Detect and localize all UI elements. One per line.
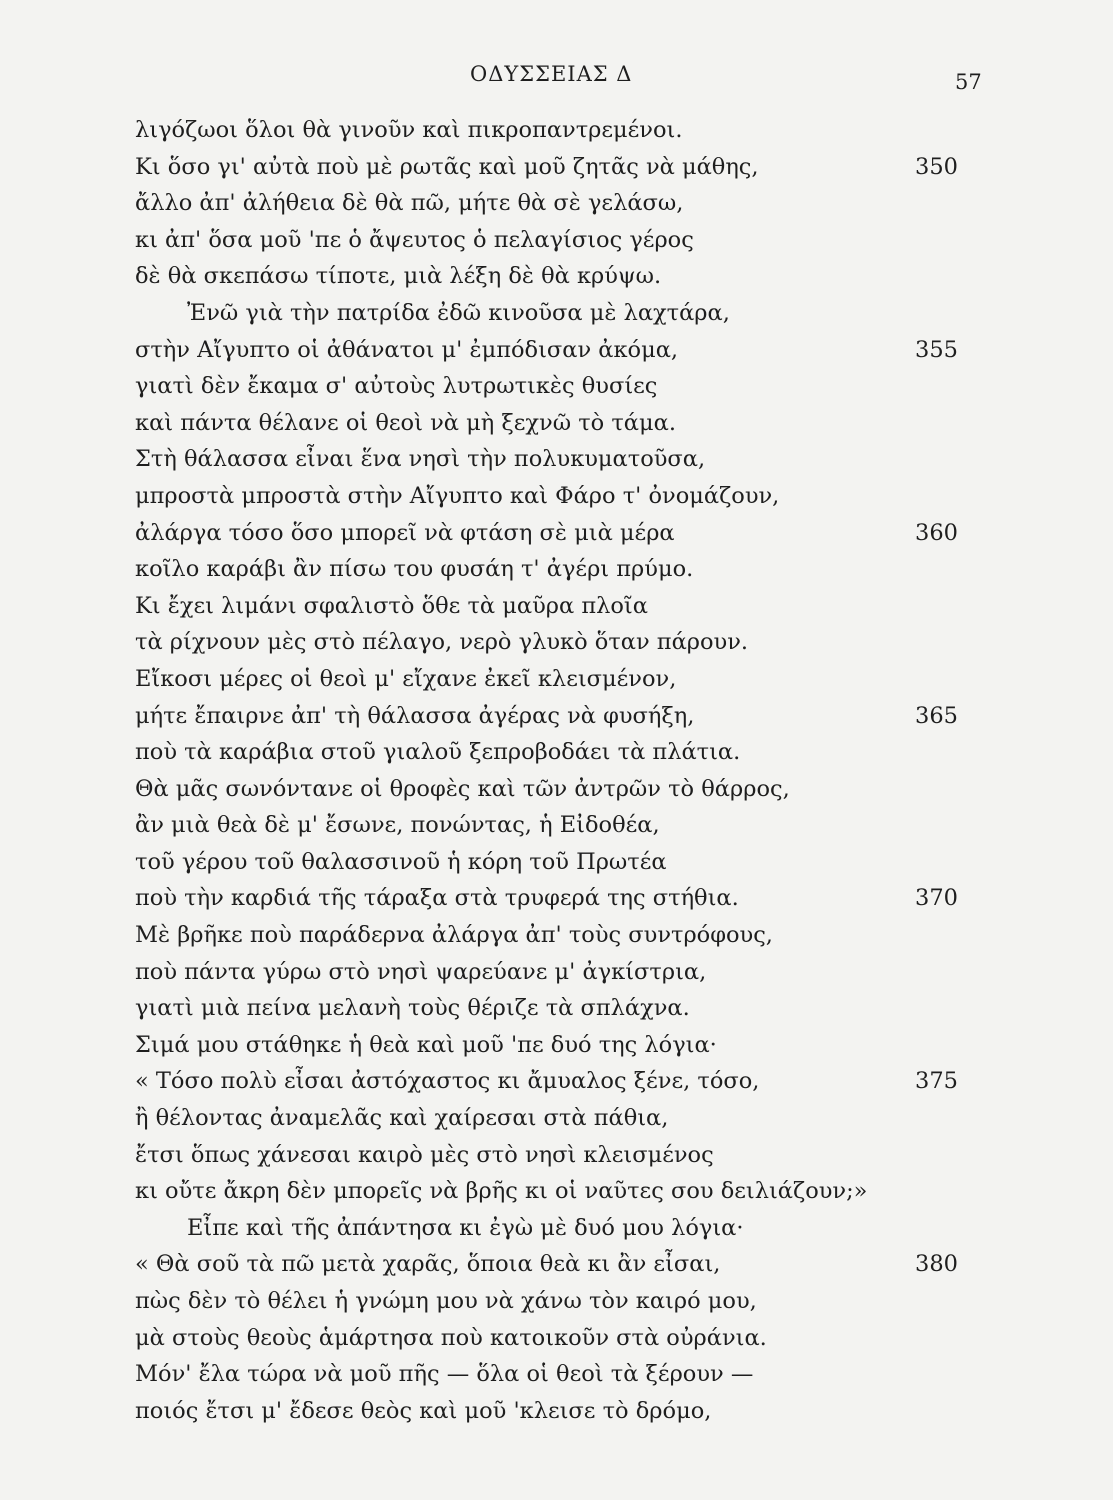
page-number: 57 [955,70,982,94]
line-number: 365 [915,702,958,729]
verse-line [135,1320,995,1357]
verse-line [135,1063,995,1100]
verse-text: πὼς δὲν τὸ θέλει ἡ γνώμη μου νὰ χάνω τὸν καιρό μου, [135,1288,757,1314]
verse-text: τοῦ γέρου τοῦ θαλασσινοῦ ἡ κόρη τοῦ Πρωτέα [135,848,667,875]
verse-line [135,807,995,844]
verse-text: ποὺ τὰ καράβια στοῦ γιαλοῦ ξεπροβοδάει τὰ πλάτια. [135,739,741,766]
verse-line [135,698,995,735]
verse-line [135,222,995,259]
verse-line [135,734,995,771]
verse-text: ποὺ τὴν καρδιά τῆς τάραξα στὰ τρυφερά της στήθια. [135,885,739,912]
verse-line [135,661,995,698]
verse-text: Μὲ βρῆκε ποὺ παράδερνα ἀλάργα ἀπ' τοὺς συντρόφους, [135,922,773,949]
verse-line [135,1137,995,1174]
verse-text: Ἐνῶ γιὰ τὴν πατρίδα ἐδῶ κινοῦσα μὲ λαχτάρα, [187,299,730,326]
verse-line [135,1100,995,1137]
verse-line [135,551,995,588]
verse-text: μπροστὰ μπροστὰ στὴν Αἴγυπτο καὶ Φάρο τ' ὀνομάζουν, [135,482,780,509]
verse-line [135,368,995,405]
line-number: 380 [915,1251,958,1278]
verse-text: Εἶπε καὶ τῆς ἀπάντησα κι ἐγὼ μὲ δυό μου λόγια· [187,1214,744,1241]
verse-line [135,258,995,295]
verse-line [135,515,995,552]
verse-line [135,880,995,917]
verse-text: τὰ ρίχνουν μὲς στὸ πέλαγο, νερὸ γλυκὸ ὅταν πάρουν. [135,629,749,656]
verse-line [135,1027,995,1064]
verse-block [135,112,995,1429]
line-number: 375 [915,1068,958,1095]
verse-line [135,624,995,661]
verse-text: ἄλλο ἀπ' ἀλήθεια δὲ θὰ πῶ, μήτε θὰ σὲ γελάσω, [135,190,684,217]
verse-text: γιατὶ μιὰ πείνα μελανὴ τοὺς θέριζε τὰ σπλάχνα. [135,995,690,1022]
verse-text: ἀλάργα τόσο ὅσο μπορεῖ νὰ φτάση σὲ μιὰ μέρα [135,519,675,546]
verse-line [135,844,995,881]
verse-line [135,990,995,1027]
verse-text: Θὰ μᾶς σωνόντανε οἱ θροφὲς καὶ τῶν ἀντρῶν τὸ θάρρος, [135,775,790,802]
line-number: 355 [915,336,958,363]
verse-text: Στὴ θάλασσα εἶναι ἕνα νησὶ τὴν πολυκυματοῦσα, [135,446,706,473]
verse-text: στὴν Αἴγυπτο οἱ ἀθάνατοι μ' ἐμπόδισαν ἀκόμα, [135,336,679,363]
verse-line [135,1246,995,1283]
verse-line [135,405,995,442]
line-number: 360 [915,519,958,546]
verse-line [135,185,995,222]
verse-text: μὰ στοὺς θεοὺς ἁμάρτησα ποὺ κατοικοῦν στὰ οὐράνια. [135,1324,767,1351]
verse-text: κοῖλο καράβι ἂν πίσω του φυσάη τ' ἀγέρι πρύμο. [135,556,694,583]
verse-text: ἢ θέλοντας ἀναμελᾶς καὶ χαίρεσαι στὰ πάθια, [135,1105,669,1132]
verse-line [135,954,995,991]
line-number: 350 [915,153,958,180]
verse-text: « Θὰ σοῦ τὰ πῶ μετὰ χαρᾶς, ὅποια θεὰ κι ἂν εἶσαι, [135,1251,721,1278]
verse-line [135,112,995,149]
verse-text: ἔτσι ὅπως χάνεσαι καιρὸ μὲς στὸ νησὶ κλεισμένος [135,1141,714,1168]
verse-text: Σιμά μου στάθηκε ἡ θεὰ καὶ μοῦ 'πε δυό της λόγια· [135,1031,717,1058]
verse-text: δὲ θὰ σκεπάσω τίποτε, μιὰ λέξη δὲ θὰ κρύψω. [135,263,662,290]
verse-line [135,1210,995,1247]
verse-text: λιγόζωοι ὅλοι θὰ γινοῦν καὶ πικροπαντρεμένοι. [135,117,683,143]
running-header: ΟΔΥΣΣΕΙΑΣ Δ [470,62,633,86]
verse-line [135,1283,995,1320]
verse-text: ἂν μιὰ θεὰ δὲ μ' ἔσωνε, πονώντας, ἡ Εἰδοθέα, [135,812,660,839]
verse-line [135,917,995,954]
verse-line [135,295,995,332]
verse-text: μήτε ἔπαιρνε ἀπ' τὴ θάλασσα ἀγέρας νὰ φυσήξη, [135,702,695,729]
verse-text: Κι ἔχει λιμάνι σφαλιστὸ ὅθε τὰ μαῦρα πλοῖα [135,592,648,619]
verse-text: ποὺ πάντα γύρω στὸ νησὶ ψαρεύανε μ' ἀγκίστρια, [135,958,707,985]
verse-text: Εἴκοσι μέρες οἱ θεοὶ μ' εἴχανε ἐκεῖ κλεισμένον, [135,665,677,692]
verse-text: γιατὶ δὲν ἔκαμα σ' αὐτοὺς λυτρωτικὲς θυσίες [135,373,658,400]
verse-line [135,441,995,478]
verse-text: Κι ὅσο γι' αὐτὰ ποὺ μὲ ρωτᾶς καὶ μοῦ ζητᾶς νὰ μάθης, [135,153,759,180]
verse-text: κι ἀπ' ὅσα μοῦ 'πε ὁ ἄψευτος ὁ πελαγίσιος γέρος [135,226,694,253]
verse-line [135,149,995,186]
verse-line [135,332,995,369]
verse-line [135,1173,995,1210]
verse-line [135,478,995,515]
verse-text: « Τόσο πολὺ εἶσαι ἀστόχαστος κι ἄμυαλος ξένε, τόσο, [135,1068,760,1095]
verse-text: ποιός ἔτσι μ' ἔδεσε θεὸς καὶ μοῦ 'κλεισε τὸ δρόμο, [135,1397,712,1424]
verse-line [135,771,995,808]
verse-line [135,1356,995,1393]
verse-line [135,1393,995,1430]
verse-line [135,588,995,625]
verse-text: κι οὔτε ἄκρη δὲν μπορεῖς νὰ βρῆς κι οἱ ναῦτες σου δειλιάζουν;» [135,1178,868,1205]
verse-text: Μόν' ἔλα τώρα νὰ μοῦ πῆς — ὅλα οἱ θεοὶ τὰ ξέρουν — [135,1361,754,1388]
line-number: 370 [915,885,958,912]
verse-text: καὶ πάντα θέλανε οἱ θεοὶ νὰ μὴ ξεχνῶ τὸ τάμα. [135,409,676,436]
